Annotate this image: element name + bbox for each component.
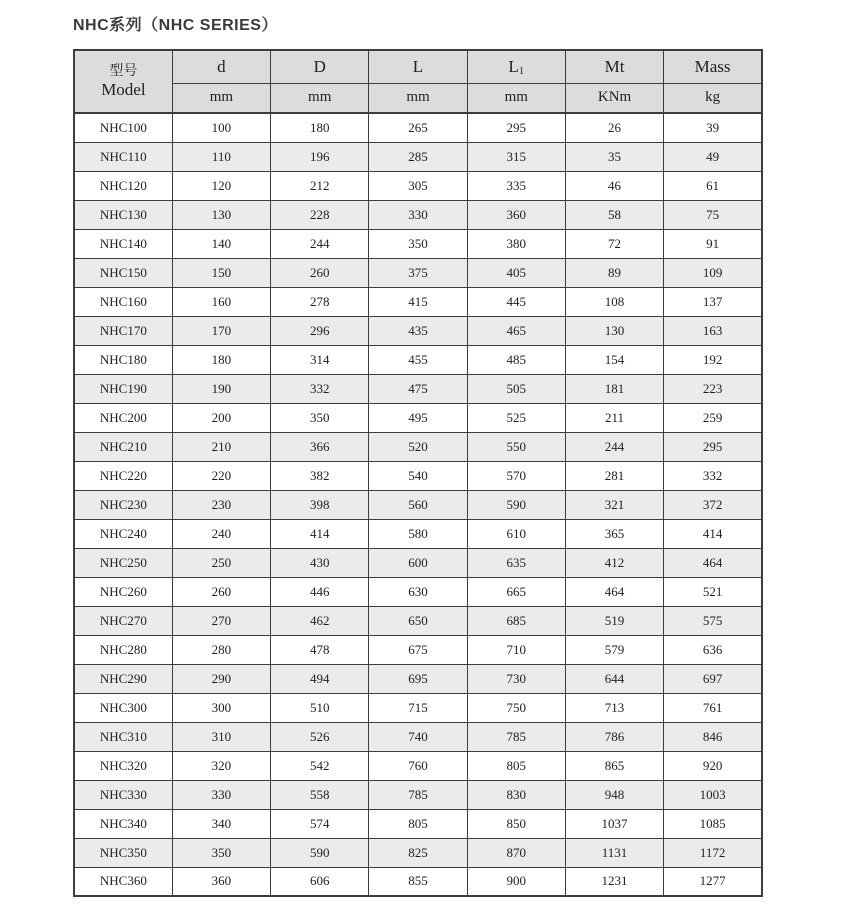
model-cell: NHC160 — [74, 287, 172, 316]
model-cell: NHC250 — [74, 548, 172, 577]
value-cell: 280 — [172, 635, 270, 664]
model-cell: NHC110 — [74, 142, 172, 171]
value-cell: 350 — [369, 229, 467, 258]
header-unit-mm: mm — [172, 83, 270, 113]
value-cell: 1231 — [565, 867, 663, 896]
model-cell: NHC320 — [74, 751, 172, 780]
value-cell: 170 — [172, 316, 270, 345]
value-cell: 1172 — [664, 838, 762, 867]
value-cell: 260 — [271, 258, 369, 287]
value-cell: 154 — [565, 345, 663, 374]
value-cell: 510 — [271, 693, 369, 722]
value-cell: 91 — [664, 229, 762, 258]
value-cell: 330 — [172, 780, 270, 809]
value-cell: 315 — [467, 142, 565, 171]
nhc-spec-table — [73, 49, 763, 897]
table-row-nhc300 — [74, 693, 762, 722]
model-cell: NHC120 — [74, 171, 172, 200]
value-cell: 710 — [467, 635, 565, 664]
value-cell: 310 — [172, 722, 270, 751]
table-row-nhc250 — [74, 548, 762, 577]
model-cell: NHC220 — [74, 461, 172, 490]
value-cell: 320 — [172, 751, 270, 780]
value-cell: 558 — [271, 780, 369, 809]
value-cell: 636 — [664, 635, 762, 664]
header-row-names — [74, 50, 762, 83]
value-cell: 405 — [467, 258, 565, 287]
table-row-nhc140 — [74, 229, 762, 258]
value-cell: 180 — [172, 345, 270, 374]
value-cell: 464 — [664, 548, 762, 577]
header-col-subscript: 1 — [518, 64, 525, 77]
header-col-label: L — [508, 56, 519, 76]
value-cell: 590 — [271, 838, 369, 867]
model-cell: NHC360 — [74, 867, 172, 896]
value-cell: 540 — [369, 461, 467, 490]
model-cell: NHC340 — [74, 809, 172, 838]
value-cell: 900 — [467, 867, 565, 896]
value-cell: 590 — [467, 490, 565, 519]
value-cell: 635 — [467, 548, 565, 577]
value-cell: 579 — [565, 635, 663, 664]
value-cell: 372 — [664, 490, 762, 519]
model-cell: NHC150 — [74, 258, 172, 287]
value-cell: 580 — [369, 519, 467, 548]
value-cell: 210 — [172, 432, 270, 461]
value-cell: 412 — [565, 548, 663, 577]
value-cell: 295 — [467, 113, 565, 142]
value-cell: 630 — [369, 577, 467, 606]
value-cell: 330 — [369, 200, 467, 229]
value-cell: 340 — [172, 809, 270, 838]
table-row-nhc320 — [74, 751, 762, 780]
value-cell: 560 — [369, 490, 467, 519]
header-unit-mm: mm — [467, 83, 565, 113]
value-cell: 211 — [565, 403, 663, 432]
value-cell: 606 — [271, 867, 369, 896]
value-cell: 332 — [271, 374, 369, 403]
value-cell: 870 — [467, 838, 565, 867]
header-row-units — [74, 83, 762, 113]
value-cell: 414 — [664, 519, 762, 548]
header-unit-mm: mm — [369, 83, 467, 113]
value-cell: 713 — [565, 693, 663, 722]
value-cell: 300 — [172, 693, 270, 722]
value-cell: 140 — [172, 229, 270, 258]
value-cell: 760 — [369, 751, 467, 780]
value-cell: 1037 — [565, 809, 663, 838]
table-row-nhc160 — [74, 287, 762, 316]
value-cell: 525 — [467, 403, 565, 432]
value-cell: 350 — [271, 403, 369, 432]
value-cell: 575 — [664, 606, 762, 635]
table-row-nhc190 — [74, 374, 762, 403]
value-cell: 485 — [467, 345, 565, 374]
value-cell: 445 — [467, 287, 565, 316]
value-cell: 435 — [369, 316, 467, 345]
value-cell: 610 — [467, 519, 565, 548]
table-row-nhc110 — [74, 142, 762, 171]
value-cell: 830 — [467, 780, 565, 809]
model-cell: NHC190 — [74, 374, 172, 403]
value-cell: 39 — [664, 113, 762, 142]
value-cell: 130 — [565, 316, 663, 345]
model-cell: NHC180 — [74, 345, 172, 374]
value-cell: 505 — [467, 374, 565, 403]
value-cell: 520 — [369, 432, 467, 461]
value-cell: 285 — [369, 142, 467, 171]
value-cell: 475 — [369, 374, 467, 403]
value-cell: 321 — [565, 490, 663, 519]
table-row-nhc330 — [74, 780, 762, 809]
value-cell: 715 — [369, 693, 467, 722]
table-row-nhc310 — [74, 722, 762, 751]
value-cell: 1085 — [664, 809, 762, 838]
table-row-nhc360 — [74, 867, 762, 896]
table-row-nhc210 — [74, 432, 762, 461]
value-cell: 150 — [172, 258, 270, 287]
value-cell: 526 — [271, 722, 369, 751]
value-cell: 550 — [467, 432, 565, 461]
value-cell: 75 — [664, 200, 762, 229]
table-row-nhc100 — [74, 113, 762, 142]
value-cell: 462 — [271, 606, 369, 635]
value-cell: 305 — [369, 171, 467, 200]
value-cell: 519 — [565, 606, 663, 635]
value-cell: 244 — [271, 229, 369, 258]
model-cell: NHC130 — [74, 200, 172, 229]
value-cell: 865 — [565, 751, 663, 780]
value-cell: 89 — [565, 258, 663, 287]
page-title: NHC系列（NHC SERIES） — [73, 17, 278, 34]
value-cell: 920 — [664, 751, 762, 780]
value-cell: 446 — [271, 577, 369, 606]
value-cell: 130 — [172, 200, 270, 229]
value-cell: 494 — [271, 664, 369, 693]
value-cell: 1131 — [565, 838, 663, 867]
model-cell: NHC310 — [74, 722, 172, 751]
value-cell: 430 — [271, 548, 369, 577]
value-cell: 366 — [271, 432, 369, 461]
value-cell: 695 — [369, 664, 467, 693]
value-cell: 61 — [664, 171, 762, 200]
value-cell: 26 — [565, 113, 663, 142]
table-row-nhc340 — [74, 809, 762, 838]
table-row-nhc230 — [74, 490, 762, 519]
header-col-label: L — [412, 56, 424, 76]
value-cell: 1277 — [664, 867, 762, 896]
value-cell: 228 — [271, 200, 369, 229]
value-cell: 314 — [271, 345, 369, 374]
value-cell: 740 — [369, 722, 467, 751]
header-col-label: Mass — [694, 56, 731, 76]
value-cell: 296 — [271, 316, 369, 345]
header-col-label: d — [217, 56, 226, 76]
value-cell: 290 — [172, 664, 270, 693]
value-cell: 855 — [369, 867, 467, 896]
value-cell: 100 — [172, 113, 270, 142]
table-row-nhc130 — [74, 200, 762, 229]
value-cell: 825 — [369, 838, 467, 867]
table-row-nhc290 — [74, 664, 762, 693]
table-row-nhc220 — [74, 461, 762, 490]
value-cell: 335 — [467, 171, 565, 200]
header-col-mass — [664, 50, 762, 83]
value-cell: 281 — [565, 461, 663, 490]
value-cell: 160 — [172, 287, 270, 316]
value-cell: 382 — [271, 461, 369, 490]
value-cell: 137 — [664, 287, 762, 316]
value-cell: 730 — [467, 664, 565, 693]
table-row-nhc270 — [74, 606, 762, 635]
value-cell: 644 — [565, 664, 663, 693]
model-cell: NHC300 — [74, 693, 172, 722]
header-model-label-zh: 型号 — [109, 61, 138, 78]
table-header — [74, 50, 762, 113]
value-cell: 230 — [172, 490, 270, 519]
header-col-mt — [565, 50, 663, 83]
header-col-l — [369, 50, 467, 83]
value-cell: 786 — [565, 722, 663, 751]
model-cell: NHC280 — [74, 635, 172, 664]
value-cell: 212 — [271, 171, 369, 200]
value-cell: 948 — [565, 780, 663, 809]
header-model-cell — [74, 50, 172, 113]
value-cell: 785 — [369, 780, 467, 809]
model-cell: NHC270 — [74, 606, 172, 635]
value-cell: 223 — [664, 374, 762, 403]
header-unit-mm: mm — [271, 83, 369, 113]
table-row-nhc280 — [74, 635, 762, 664]
model-cell: NHC210 — [74, 432, 172, 461]
value-cell: 495 — [369, 403, 467, 432]
model-cell: NHC350 — [74, 838, 172, 867]
value-cell: 350 — [172, 838, 270, 867]
value-cell: 260 — [172, 577, 270, 606]
table-row-nhc120 — [74, 171, 762, 200]
header-col-l1 — [467, 50, 565, 83]
value-cell: 1003 — [664, 780, 762, 809]
model-cell: NHC200 — [74, 403, 172, 432]
header-col-label: D — [313, 56, 326, 76]
value-cell: 665 — [467, 577, 565, 606]
value-cell: 465 — [467, 316, 565, 345]
value-cell: 240 — [172, 519, 270, 548]
value-cell: 109 — [664, 258, 762, 287]
model-cell: NHC100 — [74, 113, 172, 142]
value-cell: 72 — [565, 229, 663, 258]
value-cell: 375 — [369, 258, 467, 287]
value-cell: 180 — [271, 113, 369, 142]
value-cell: 365 — [565, 519, 663, 548]
value-cell: 850 — [467, 809, 565, 838]
value-cell: 380 — [467, 229, 565, 258]
table-row-nhc350 — [74, 838, 762, 867]
value-cell: 163 — [664, 316, 762, 345]
model-cell: NHC170 — [74, 316, 172, 345]
table-row-nhc260 — [74, 577, 762, 606]
header-unit-knm: KNm — [565, 83, 663, 113]
value-cell: 455 — [369, 345, 467, 374]
value-cell: 464 — [565, 577, 663, 606]
header-col-label: Mt — [604, 56, 625, 76]
value-cell: 108 — [565, 287, 663, 316]
value-cell: 295 — [664, 432, 762, 461]
table-row-nhc200 — [74, 403, 762, 432]
value-cell: 181 — [565, 374, 663, 403]
model-cell: NHC330 — [74, 780, 172, 809]
table-row-nhc150 — [74, 258, 762, 287]
value-cell: 685 — [467, 606, 565, 635]
value-cell: 270 — [172, 606, 270, 635]
value-cell: 192 — [664, 345, 762, 374]
value-cell: 196 — [271, 142, 369, 171]
value-cell: 846 — [664, 722, 762, 751]
value-cell: 244 — [565, 432, 663, 461]
value-cell: 265 — [369, 113, 467, 142]
value-cell: 398 — [271, 490, 369, 519]
value-cell: 415 — [369, 287, 467, 316]
model-cell: NHC260 — [74, 577, 172, 606]
value-cell: 697 — [664, 664, 762, 693]
value-cell: 259 — [664, 403, 762, 432]
value-cell: 360 — [467, 200, 565, 229]
model-cell: NHC140 — [74, 229, 172, 258]
table-row-nhc170 — [74, 316, 762, 345]
value-cell: 785 — [467, 722, 565, 751]
header-unit-kg: kg — [664, 83, 762, 113]
value-cell: 574 — [271, 809, 369, 838]
value-cell: 750 — [467, 693, 565, 722]
model-cell: NHC290 — [74, 664, 172, 693]
header-model-label-en: Model — [101, 80, 146, 100]
value-cell: 542 — [271, 751, 369, 780]
value-cell: 250 — [172, 548, 270, 577]
value-cell: 761 — [664, 693, 762, 722]
header-col-d — [271, 50, 369, 83]
value-cell: 805 — [467, 751, 565, 780]
model-cell: NHC230 — [74, 490, 172, 519]
value-cell: 805 — [369, 809, 467, 838]
value-cell: 332 — [664, 461, 762, 490]
value-cell: 600 — [369, 548, 467, 577]
value-cell: 46 — [565, 171, 663, 200]
value-cell: 58 — [565, 200, 663, 229]
value-cell: 650 — [369, 606, 467, 635]
value-cell: 278 — [271, 287, 369, 316]
model-cell: NHC240 — [74, 519, 172, 548]
value-cell: 220 — [172, 461, 270, 490]
value-cell: 190 — [172, 374, 270, 403]
value-cell: 675 — [369, 635, 467, 664]
value-cell: 35 — [565, 142, 663, 171]
table-body — [74, 113, 762, 896]
value-cell: 360 — [172, 867, 270, 896]
value-cell: 49 — [664, 142, 762, 171]
header-col-d — [172, 50, 270, 83]
table-row-nhc180 — [74, 345, 762, 374]
value-cell: 120 — [172, 171, 270, 200]
value-cell: 570 — [467, 461, 565, 490]
value-cell: 414 — [271, 519, 369, 548]
value-cell: 521 — [664, 577, 762, 606]
value-cell: 200 — [172, 403, 270, 432]
value-cell: 110 — [172, 142, 270, 171]
value-cell: 478 — [271, 635, 369, 664]
table-row-nhc240 — [74, 519, 762, 548]
